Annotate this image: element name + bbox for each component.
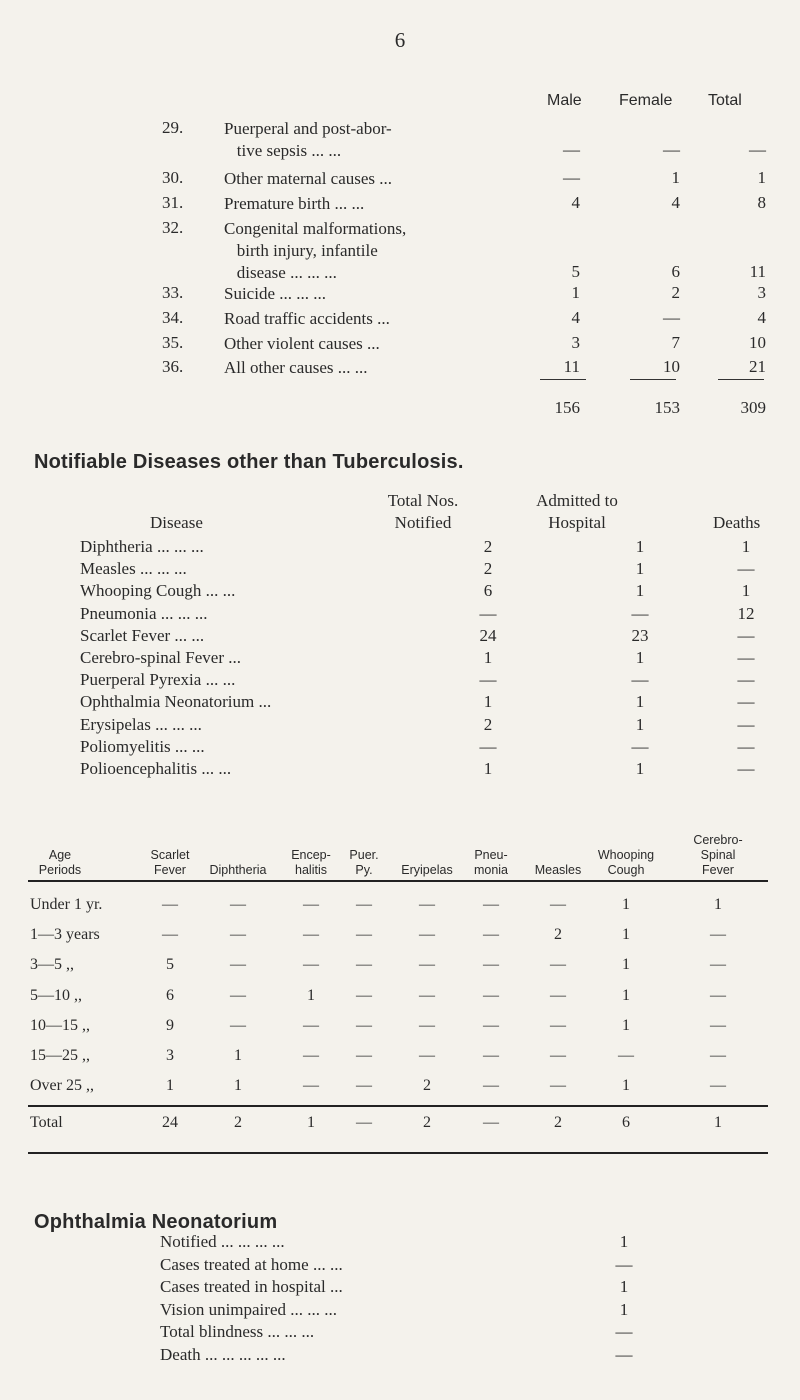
deaths-count: — [737,559,755,579]
header-line: Fever [702,863,734,877]
age-table-cell: — [419,896,435,913]
ophthalmia-item-value: — [615,1254,633,1274]
age-table-cell: — [303,896,319,913]
cause-number: 30. [162,168,184,187]
age-table-cell: 5 [166,956,174,974]
disease-name: Pneumonia ... ... ... [80,603,208,623]
disease-name: Measles ... ... ... [80,559,187,579]
notified-header-line1: Total Nos. [387,491,459,510]
cause-label-line: Puerperal and post-abor- [224,119,392,138]
age-table-cell: — [419,926,435,944]
deaths-count: — [737,736,755,756]
age-table-cell: — [550,1077,566,1095]
age-table-cell: 6 [166,986,174,1004]
age-table-cell: 1 [622,926,630,944]
age-total-cell: 1 [307,1114,315,1131]
cause-number: 34. [162,308,184,327]
disease-header: Disease [150,513,203,532]
age-table-cell: — [483,956,499,974]
age-period-label: 10—15 ,, [30,1016,90,1034]
male-value: 4 [571,308,580,327]
admitted-count: 1 [635,559,645,579]
notified-count: 2 [483,714,493,734]
header-line: Whooping [597,848,655,862]
total-total-rule [718,379,764,380]
age-table-cell: — [419,956,435,974]
header-line: Pneu- [474,848,508,862]
admitted-count: — [631,736,649,756]
notified-count: — [479,603,497,623]
age-total-cell: 24 [162,1114,178,1131]
age-table-cell: — [710,1016,726,1034]
header-line [201,848,275,863]
header-line: Scarlet [150,848,190,862]
age-table-cell: — [483,896,499,913]
total-value: 1 [757,168,766,187]
age-total-cell: 2 [554,1114,562,1131]
cause-label-line: tive sepsis ... ... [224,141,342,160]
female-value: — [663,140,680,159]
disease-name: Puerperal Pyrexia ... ... [80,670,236,690]
cause-label-line: Premature birth ... ... [224,194,365,213]
cause-label [224,357,368,379]
age-table-cell: 3 [166,1047,174,1064]
age-table-cell: — [303,926,319,944]
age-total-cell: 2 [423,1114,431,1131]
disease-name: Cerebro-spinal Fever ... [80,648,241,667]
age-table-cell: 2 [423,1077,431,1095]
disease-name: Erysipelas ... ... ... [80,714,202,734]
age-table-cell: — [710,926,726,944]
age-table-cell: — [303,1077,319,1095]
total-value: 8 [757,193,766,212]
header-line: Periods [38,863,82,877]
age-table-cell: 2 [554,926,562,944]
header-line: Cerebro- [693,833,743,847]
age-table-cell: — [356,1077,372,1095]
cause-label [224,333,380,355]
admitted-count: 1 [635,759,645,778]
header-line: halitis [295,863,327,877]
cause-number: 35. [162,333,184,352]
cause-label [224,218,406,284]
notified-header-line2: Notified [394,513,452,532]
disease-name: Scarlet Fever ... ... [80,625,205,645]
female-value: 2 [671,283,680,302]
age-table-cell: — [550,986,566,1004]
male-total: 156 [554,398,580,417]
age-table-cell: 1 [622,1016,630,1034]
age-table-cell: 1 [714,896,722,913]
age-table-cell: — [230,956,246,974]
total-value: 3 [757,283,766,302]
female-value: 6 [671,262,680,281]
notifiable-title: Notifiable Diseases other than Tuberculosis. [34,451,464,473]
ophthalmia-item-label: Cases treated at home ... ... [160,1254,343,1274]
page-number: 6 [394,28,406,52]
age-header-rule [28,880,768,882]
male-value: 4 [571,193,580,212]
total-value: 4 [757,308,766,327]
age-period-label: 15—25 ,, [30,1047,90,1064]
header-line: Py. [355,863,373,877]
header-line: Encep- [291,848,331,862]
age-table-header [392,848,462,878]
age-total-cell: 1 [714,1114,722,1131]
header-line: Puer. [349,848,379,862]
header-line: Cough [607,863,645,877]
age-table-cell: — [419,986,435,1004]
age-table-header [283,848,339,878]
male-header: Male [547,92,582,109]
header-line: monia [473,863,509,877]
cause-number: 29. [162,118,184,137]
age-table-cell: — [483,986,499,1004]
header-line: Age [48,848,72,862]
age-table-header [593,848,659,878]
age-table-cell: — [303,1016,319,1034]
age-table-cell: — [230,926,246,944]
age-table-cell: — [710,986,726,1004]
deaths-count: — [737,714,755,734]
admitted-count: — [631,603,649,623]
age-table-cell: — [356,926,372,944]
deaths-count: — [737,670,755,690]
age-table-header [688,833,748,878]
age-table-header [25,848,95,878]
deaths-count: — [737,625,755,645]
admitted-count: 1 [635,648,645,667]
age-table-header [142,848,198,878]
deaths-count: — [737,692,755,712]
age-table-header [201,848,275,878]
header-line: Measles [534,863,582,877]
age-table-cell: — [356,896,372,913]
deaths-count: 1 [741,581,751,601]
age-table-cell: — [419,1016,435,1034]
ophthalmia-title: Ophthalmia Neonatorium [34,1211,278,1233]
cause-label [224,193,364,215]
age-table-cell: — [483,1047,499,1064]
cause-label-line: disease ... ... ... [224,263,337,282]
ophthalmia-item-value: — [615,1322,633,1341]
age-table-cell: — [356,1016,372,1034]
female-value: — [663,308,680,327]
age-bottom-rule [28,1152,768,1154]
cause-label [224,118,392,162]
age-table-cell: — [710,1047,726,1064]
header-line: Fever [154,863,186,877]
admitted-count: 1 [635,581,645,601]
notified-count: — [479,736,497,756]
notified-count: 2 [483,559,493,579]
ophthalmia-item-value: 1 [619,1232,629,1251]
total-value: 21 [749,357,766,376]
grand-total: 309 [740,398,766,417]
ophthalmia-item-value: 1 [619,1277,629,1296]
age-table-cell: 1 [622,986,630,1004]
age-table-cell: — [303,1047,319,1064]
deaths-count: 12 [737,603,755,623]
disease-name: Whooping Cough ... ... [80,581,236,601]
male-value: 11 [563,357,580,376]
age-table-cell: 1 [307,986,315,1004]
age-table-cell: — [356,956,372,974]
age-table-cell: 1 [622,896,630,913]
age-table-cell: 1 [166,1077,174,1095]
total-value: 11 [749,262,766,281]
age-table-cell: — [550,1016,566,1034]
age-table-cell: 9 [166,1016,174,1034]
age-table-cell: — [356,986,372,1004]
ophthalmia-item-value: — [615,1344,633,1364]
cause-label-line: All other causes ... ... [224,358,368,377]
age-table-cell: — [162,896,178,913]
header-line: Diphtheria [209,863,267,877]
ophthalmia-item-label: Cases treated in hospital ... [160,1277,343,1296]
age-table-header [466,848,516,878]
admitted-count: 23 [631,625,649,645]
age-total-cell: — [483,1114,499,1131]
deaths-count: 1 [741,537,751,556]
disease-name: Ophthalmia Neonatorium ... [80,692,272,712]
admitted-header-line2: Hospital [548,513,606,532]
notified-count: 1 [483,648,493,667]
ophthalmia-item-label: Notified ... ... ... ... [160,1232,285,1251]
cause-label [224,283,326,305]
female-total-rule [630,379,676,380]
male-total-rule [540,379,586,380]
female-header: Female [619,92,673,109]
age-table-cell: 1 [622,1077,630,1095]
total-value: 10 [749,333,766,352]
cause-number: 31. [162,193,184,212]
age-table-cell: — [356,1047,372,1064]
disease-name: Diphtheria ... ... ... [80,537,204,556]
notified-count: — [479,670,497,690]
cause-label-line: Other maternal causes ... [224,169,393,188]
age-table-header [341,848,387,878]
cause-number: 36. [162,357,184,376]
age-total-cell: — [356,1114,372,1131]
deaths-count: — [737,648,755,667]
total-header: Total [708,92,742,109]
age-table-cell: — [230,1016,246,1034]
age-period-label: Over 25 ,, [30,1077,94,1095]
notified-count: 1 [483,692,493,712]
age-period-label: 3—5 ,, [30,956,74,974]
total-value: — [749,140,766,159]
age-total-cell: 6 [622,1114,630,1131]
age-period-label: 1—3 years [30,926,100,944]
age-table-cell: 1 [234,1077,242,1095]
age-table-cell: 1 [234,1047,242,1064]
age-table-cell: — [710,1077,726,1095]
cause-label-line: Other violent causes ... [224,334,380,353]
notified-count: 2 [483,537,493,556]
male-value: — [563,140,580,159]
header-line [392,848,462,863]
age-table-cell: 1 [622,956,630,974]
male-value: 1 [571,283,580,302]
ophthalmia-item-label: Death ... ... ... ... ... [160,1344,286,1364]
female-value: 1 [671,168,680,187]
cause-number: 32. [162,218,184,237]
deaths-count: — [737,759,755,778]
age-period-label: 5—10 ,, [30,986,82,1004]
age-table-cell: — [230,986,246,1004]
cause-number: 33. [162,283,184,302]
disease-name: Polioencephalitis ... ... [80,759,232,778]
admitted-header [512,490,642,534]
header-line: Spinal [700,848,736,862]
age-table-cell: — [550,1047,566,1064]
male-value: 5 [571,262,580,281]
cause-label [224,308,390,330]
header-line: Eryipelas [401,863,453,877]
age-table-cell: — [303,956,319,974]
cause-label [224,168,392,190]
cause-label-line: Road traffic accidents ... [224,309,390,328]
age-total-cell: 2 [234,1114,242,1131]
disease-name: Poliomyelitis ... ... [80,736,205,756]
female-value: 7 [671,333,680,352]
age-table-cell: — [419,1047,435,1064]
admitted-header-line1: Admitted to [536,491,618,510]
age-period-label: Under 1 yr. [30,896,103,913]
female-total: 153 [654,398,680,417]
cause-label-line: Congenital malformations, [224,219,407,238]
female-value: 10 [663,357,680,376]
age-table-cell: — [710,956,726,974]
age-table-cell: — [483,1077,499,1095]
notified-count: 1 [483,759,493,778]
notified-count: 24 [479,625,497,645]
cause-label-line: birth injury, infantile [224,241,378,260]
notified-header [368,490,478,534]
male-value: — [563,168,580,187]
age-table-cell: — [483,1016,499,1034]
admitted-count: 1 [635,714,645,734]
age-table-cell: — [230,896,246,913]
admitted-count: 1 [635,537,645,556]
age-table-cell: — [618,1047,634,1064]
age-table-header [528,848,588,878]
deaths-header: Deaths [713,513,761,532]
ophthalmia-item-label: Total blindness ... ... ... [160,1322,315,1341]
cause-label-line: Suicide ... ... ... [224,284,326,303]
age-table-cell: — [550,896,566,913]
male-value: 3 [571,333,580,352]
female-value: 4 [671,193,680,212]
age-table-cell: — [550,956,566,974]
notified-count: 6 [483,581,493,601]
header-line [528,848,588,863]
age-total-rule [28,1105,768,1107]
ophthalmia-item-label: Vision unimpaired ... ... ... [160,1299,337,1319]
age-table-cell: — [483,926,499,944]
ophthalmia-item-value: 1 [619,1299,629,1319]
age-table-cell: — [162,926,178,944]
admitted-count: 1 [635,692,645,712]
age-total-label: Total [30,1114,63,1131]
admitted-count: — [631,670,649,690]
